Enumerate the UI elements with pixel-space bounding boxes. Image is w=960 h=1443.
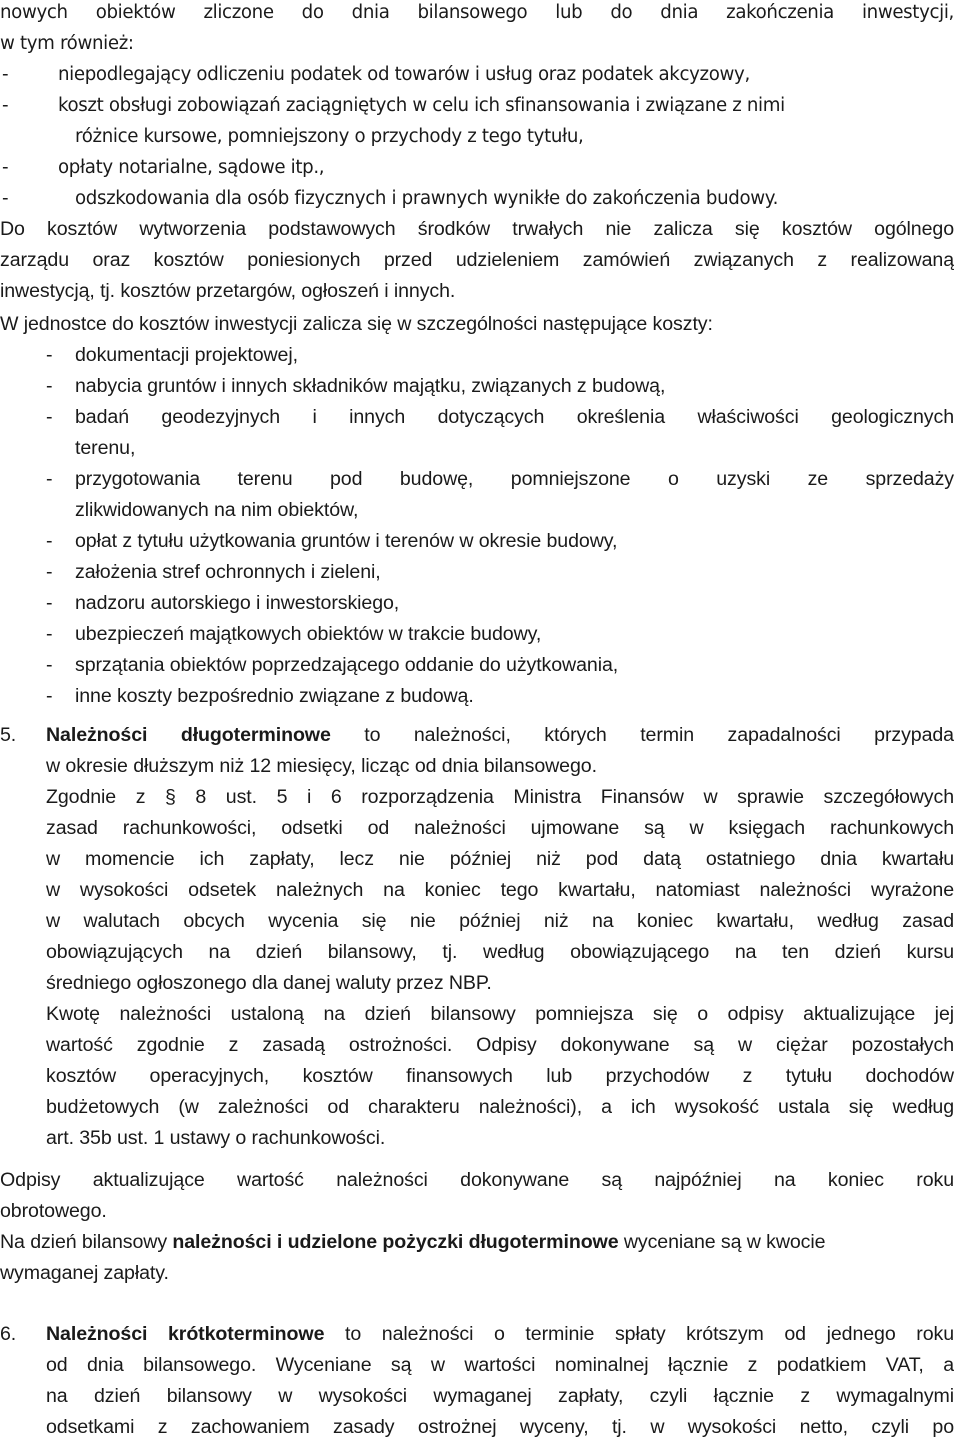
intro-bullet-3 bbox=[0, 152, 960, 183]
dash-glyph: - bbox=[46, 530, 53, 552]
para-costs-line-3: inwestycją, tj. kosztów przetargów, ogłoszeń i innych. bbox=[0, 280, 456, 302]
cost-item-text: zlikwidowanych na nim obiektów, bbox=[75, 499, 359, 521]
section-5-line bbox=[0, 1123, 960, 1154]
para-valuation-line-1 bbox=[0, 1227, 960, 1258]
para-unit: W jednostce do kosztów inwestycji zalicza się w szczególności następujące koszty: bbox=[0, 313, 713, 335]
dash-glyph: - bbox=[46, 592, 53, 614]
section-5-text: Zgodnie z § 8 ust. 5 i 6 rozporządzenia Ministra Finansów w sprawie szczegółowych bbox=[46, 786, 954, 808]
section-5-text: w wysokości odsetek należnych na koniec tego kwartału, natomiast należności wyrażone bbox=[46, 879, 954, 901]
para-writeoffs-line-1: Odpisy aktualizujące wartość należności dokonywane są najpóźniej na koniec roku bbox=[0, 1169, 954, 1191]
section-5-line bbox=[0, 875, 960, 906]
dash-glyph: - bbox=[46, 375, 53, 397]
section-5-line bbox=[0, 906, 960, 937]
cost-item-cont bbox=[0, 433, 960, 464]
section-6-text: na dzień bilansowy w wysokości wymaganej zapłaty, czyli łącznie z wymagalnymi bbox=[46, 1385, 954, 1407]
section-5-text: wartość zgodnie z zasadą ostrożności. Odpisy dokonywane są w ciężar pozostałych bbox=[46, 1034, 954, 1056]
section-5-line bbox=[0, 782, 960, 813]
valuation-term: należności i udzielone pożyczki długoterminowe bbox=[172, 1231, 619, 1253]
section-6-line bbox=[0, 1350, 960, 1381]
section-5-text: zasad rachunkowości, odsetki od należności ujmowane są w księgach rachunkowych bbox=[46, 817, 954, 839]
section-5-line bbox=[0, 1030, 960, 1061]
dash-glyph: - bbox=[46, 344, 53, 366]
cost-item bbox=[0, 402, 960, 433]
section-5-text: to należności, których termin zapadalności przypada bbox=[364, 724, 954, 746]
section-number: 5. bbox=[0, 724, 17, 746]
cost-item bbox=[0, 340, 960, 371]
section-6-line bbox=[0, 1412, 960, 1443]
cost-item bbox=[0, 526, 960, 557]
dash-glyph: - bbox=[46, 654, 53, 676]
section-5-line bbox=[0, 1061, 960, 1092]
section-5-line bbox=[0, 813, 960, 844]
section-5-text: w okresie dłuższym niż 12 miesięcy, licząc od dnia bilansowego. bbox=[46, 755, 597, 777]
intro-bullet-text: koszt obsługi zobowiązań zaciągniętych w celu ich sfinansowania i związane z nimi bbox=[58, 95, 785, 116]
valuation-text: Na dzień bilansowy bbox=[0, 1231, 168, 1253]
para-costs-line-1: Do kosztów wytworzenia podstawowych środków trwałych nie zalicza się kosztów ogólnego bbox=[0, 218, 954, 240]
cost-item-cont bbox=[0, 495, 960, 526]
cost-item bbox=[0, 619, 960, 650]
cost-item bbox=[0, 464, 960, 495]
section-5-text: Kwotę należności ustaloną na dzień bilansowy pomniejsza się o odpisy aktualizujące jej bbox=[46, 1003, 954, 1025]
cost-item bbox=[0, 371, 960, 402]
cost-item-text: inne koszty bezpośrednio związane z budową. bbox=[75, 685, 474, 707]
section-6-line bbox=[0, 1381, 960, 1412]
section-term: Należności długoterminowe bbox=[46, 724, 331, 746]
cost-item bbox=[0, 557, 960, 588]
intro-bullet-text: opłaty notarialne, sądowe itp., bbox=[58, 157, 325, 178]
cost-item bbox=[0, 588, 960, 619]
intro-bullet-4 bbox=[0, 183, 960, 214]
section-5-text: art. 35b ust. 1 ustawy o rachunkowości. bbox=[46, 1127, 386, 1149]
para-writeoffs-line-2: obrotowego. bbox=[0, 1200, 107, 1222]
dash-glyph: - bbox=[46, 561, 53, 583]
cost-item-text: terenu, bbox=[75, 437, 136, 459]
intro-line-1: nowych obiektów zliczone do dnia bilansowego lub do dnia zakończenia inwestycji, bbox=[0, 2, 954, 23]
section-6-text: odsetkami z zachowaniem zasady ostrożnej wyceny, tj. w wysokości netto, czyli po bbox=[46, 1416, 954, 1438]
section-5-line bbox=[0, 937, 960, 968]
dash-glyph: - bbox=[2, 95, 9, 116]
para-valuation-line-2: wymaganej zapłaty. bbox=[0, 1262, 169, 1284]
cost-item bbox=[0, 681, 960, 712]
section-6-heading-line bbox=[0, 1319, 960, 1350]
section-5-line bbox=[0, 844, 960, 875]
section-6-text: to należności o terminie spłaty krótszym od jednego roku bbox=[345, 1323, 954, 1345]
section-5-text: w walutach obcych wycenia się nie później niż na koniec kwartału, według zasad bbox=[46, 910, 954, 932]
section-5-line bbox=[0, 1092, 960, 1123]
section-term: Należności krótkoterminowe bbox=[46, 1323, 325, 1345]
dash-glyph: - bbox=[2, 64, 9, 85]
section-5-first-line bbox=[46, 720, 954, 751]
cost-item-text: dokumentacji projektowej, bbox=[75, 344, 298, 366]
section-5-text: budżetowych (w zależności od charakteru należności), a ich wysokość ustala się według bbox=[46, 1096, 954, 1118]
cost-item-text: nabycia gruntów i innych składników majątku, związanych z budową, bbox=[75, 375, 666, 397]
dash-glyph: - bbox=[46, 623, 53, 645]
intro-bullet-1 bbox=[0, 59, 960, 90]
section-5-line bbox=[0, 968, 960, 999]
cost-item-text: opłat z tytułu użytkowania gruntów i terenów w okresie budowy, bbox=[75, 530, 618, 552]
cost-item-text: nadzoru autorskiego i inwestorskiego, bbox=[75, 592, 400, 614]
section-5-text: w momencie ich zapłaty, lecz nie później niż pod datą ostatniego dnia kwartału bbox=[46, 848, 954, 870]
para-costs-line-2: zarządu oraz kosztów poniesionych przed udzieleniem zamówień związanych z realizowaną bbox=[0, 249, 954, 271]
dash-glyph: - bbox=[46, 685, 53, 707]
cost-item-text: ubezpieczeń majątkowych obiektów w trakcie budowy, bbox=[75, 623, 542, 645]
intro-bullet-2 bbox=[0, 90, 960, 121]
cost-item-text: badań geodezyjnych i innych dotyczących określenia właściwości geologicznych bbox=[75, 406, 954, 428]
dash-glyph: - bbox=[2, 157, 9, 178]
intro-bullet-text: niepodlegający odliczeniu podatek od towarów i usług oraz podatek akcyzowy, bbox=[58, 64, 750, 85]
section-6-first-line bbox=[46, 1319, 954, 1350]
dash-glyph: - bbox=[46, 406, 53, 428]
intro-line-2: w tym również: bbox=[0, 33, 134, 54]
dash-glyph: - bbox=[2, 188, 9, 209]
section-5-heading-line bbox=[0, 720, 960, 751]
section-5-text: średniego ogłoszonego dla danej waluty przez NBP. bbox=[46, 972, 492, 994]
cost-item-text: przygotowania terenu pod budowę, pomniejszone o uzyski ze sprzedaży bbox=[75, 468, 954, 490]
intro-bullet-text: odszkodowania dla osób fizycznych i prawnych wynikłe do zakończenia budowy. bbox=[75, 188, 779, 209]
valuation-text: wyceniane są w kwocie bbox=[623, 1231, 826, 1253]
section-6-text: od dnia bilansowego. Wyceniane są w wartości nominalnej łącznie z podatkiem VAT, a bbox=[46, 1354, 954, 1376]
section-5-line bbox=[0, 751, 960, 782]
cost-item-text: sprzątania obiektów poprzedzającego oddanie do użytkowania, bbox=[75, 654, 619, 676]
section-5-text: obowiązujących na dzień bilansowy, tj. według obowiązującego na ten dzień kursu bbox=[46, 941, 954, 963]
cost-item-text: założenia stref ochronnych i zieleni, bbox=[75, 561, 381, 583]
dash-glyph: - bbox=[46, 468, 53, 490]
section-5-line bbox=[0, 999, 960, 1030]
intro-bullet-text: różnice kursowe, pomniejszony o przychody z tego tytułu, bbox=[75, 126, 584, 147]
section-number: 6. bbox=[0, 1323, 17, 1345]
section-5-text: kosztów operacyjnych, kosztów finansowych lub przychodów z tytułu dochodów bbox=[46, 1065, 954, 1087]
cost-item bbox=[0, 650, 960, 681]
